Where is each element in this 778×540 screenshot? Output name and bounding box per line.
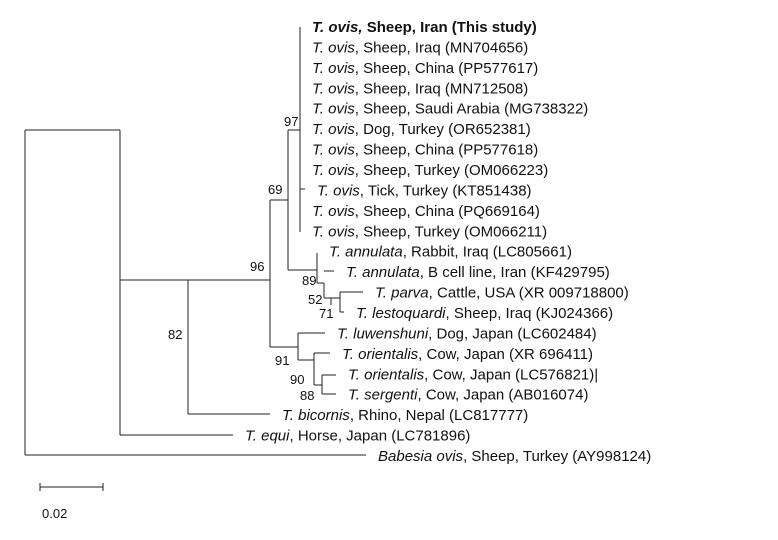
taxon-details: , Horse, Japan (LC781896) xyxy=(289,427,471,445)
taxon-details: , Sheep, Turkey (OM066223) xyxy=(354,162,549,180)
species-name: Babesia ovis xyxy=(378,448,464,466)
species-name: T. annulata xyxy=(329,243,403,261)
bootstrap-value: 52 xyxy=(308,292,323,307)
taxon-details: , Rabbit, Iraq (LC805661) xyxy=(402,243,572,261)
taxon-details: , Cow, Japan (LC576821)| xyxy=(424,366,599,384)
taxon-details: Sheep, Iran (This study) xyxy=(362,19,537,36)
taxon-label xyxy=(312,80,528,97)
taxon-label xyxy=(312,121,531,138)
species-name: T. ovis xyxy=(312,141,355,159)
taxon-label xyxy=(312,223,547,240)
taxon-details: , Sheep, China (PP577617) xyxy=(354,59,539,77)
species-name: T. ovis xyxy=(312,162,355,180)
scale-bar xyxy=(40,483,103,521)
taxon-details: , Sheep, China (PP577618) xyxy=(354,141,539,159)
taxon-label xyxy=(337,325,597,342)
taxon-details: , Dog, Turkey (OR652381) xyxy=(354,121,531,139)
bootstrap-value: 97 xyxy=(284,114,299,129)
species-name: T. ovis xyxy=(312,100,355,118)
species-name: T. ovis xyxy=(317,182,360,200)
species-name: T. ovis xyxy=(312,121,355,139)
bootstrap-value: 88 xyxy=(300,388,315,403)
species-name: T. lestoquardi xyxy=(356,305,446,323)
taxon-label xyxy=(346,264,610,281)
taxon-label xyxy=(378,448,651,465)
species-name: T. luwenshuni xyxy=(337,325,429,343)
taxon-label xyxy=(342,346,593,363)
taxon-details: , Tick, Turkey (KT851438) xyxy=(359,182,532,200)
taxon-details: , Cow, Japan (AB016074) xyxy=(417,386,589,404)
taxon-label xyxy=(356,305,613,322)
taxon-label xyxy=(312,203,540,220)
species-name: T. ovis xyxy=(312,202,355,220)
species-name: T. ovis, xyxy=(312,19,363,36)
taxon-label xyxy=(312,60,538,77)
taxon-details: , Sheep, Turkey (OM066211) xyxy=(354,223,548,241)
species-name: T. equi xyxy=(245,427,290,445)
taxon-details: , Sheep, Turkey (AY998124) xyxy=(463,448,652,466)
species-name: T. ovis xyxy=(312,223,355,241)
species-name: T. ovis xyxy=(312,59,355,77)
taxon-details: , Sheep, Saudi Arabia (MG738322) xyxy=(354,100,589,118)
taxon-label xyxy=(312,101,588,118)
species-name: T. bicornis xyxy=(282,407,350,425)
bootstrap-value: 71 xyxy=(319,306,334,321)
species-name: T. sergenti xyxy=(348,386,418,404)
bootstrap-value: 82 xyxy=(168,327,183,342)
taxon-details: , Sheep, Iraq (KJ024366) xyxy=(445,305,614,323)
taxon-details: , Cow, Japan (XR 696411) xyxy=(418,345,593,363)
species-name: T. ovis xyxy=(312,80,355,98)
taxon-label xyxy=(348,387,588,404)
taxon-label xyxy=(375,285,629,302)
taxon-details: , Rhino, Nepal (LC817777) xyxy=(349,407,529,425)
bootstrap-value: 89 xyxy=(302,273,317,288)
taxon-label xyxy=(245,428,470,445)
taxon-details: , B cell line, Iran (KF429795) xyxy=(419,264,610,282)
species-name: T. annulata xyxy=(346,264,420,282)
species-name: T. ovis xyxy=(312,39,355,57)
taxon-details: , Dog, Japan (LC602484) xyxy=(428,325,597,343)
bootstrap-value: 69 xyxy=(268,182,283,197)
taxon-details: , Sheep, China (PQ669164) xyxy=(354,202,540,220)
bootstrap-value: 90 xyxy=(290,372,305,387)
species-name: T. parva xyxy=(375,284,429,302)
scale-bar-label: 0.02 xyxy=(42,506,68,521)
taxon-label xyxy=(312,19,537,36)
taxon-label xyxy=(329,244,572,261)
species-name: T. orientalis xyxy=(348,366,425,384)
bootstrap-value: 91 xyxy=(275,353,290,368)
taxon-details: , Sheep, Iraq (MN712508) xyxy=(354,80,529,98)
taxon-details: , Sheep, Iraq (MN704656) xyxy=(354,39,529,57)
bootstrap-value: 96 xyxy=(250,259,265,274)
taxon-label xyxy=(317,182,532,199)
taxon-label xyxy=(312,39,528,56)
taxon-label xyxy=(282,407,528,424)
taxon-label xyxy=(312,162,548,179)
taxon-label xyxy=(348,366,598,383)
taxon-details: , Cattle, USA (XR 009718800) xyxy=(428,284,629,302)
taxon-label xyxy=(312,142,538,159)
species-name: T. orientalis xyxy=(342,345,419,363)
